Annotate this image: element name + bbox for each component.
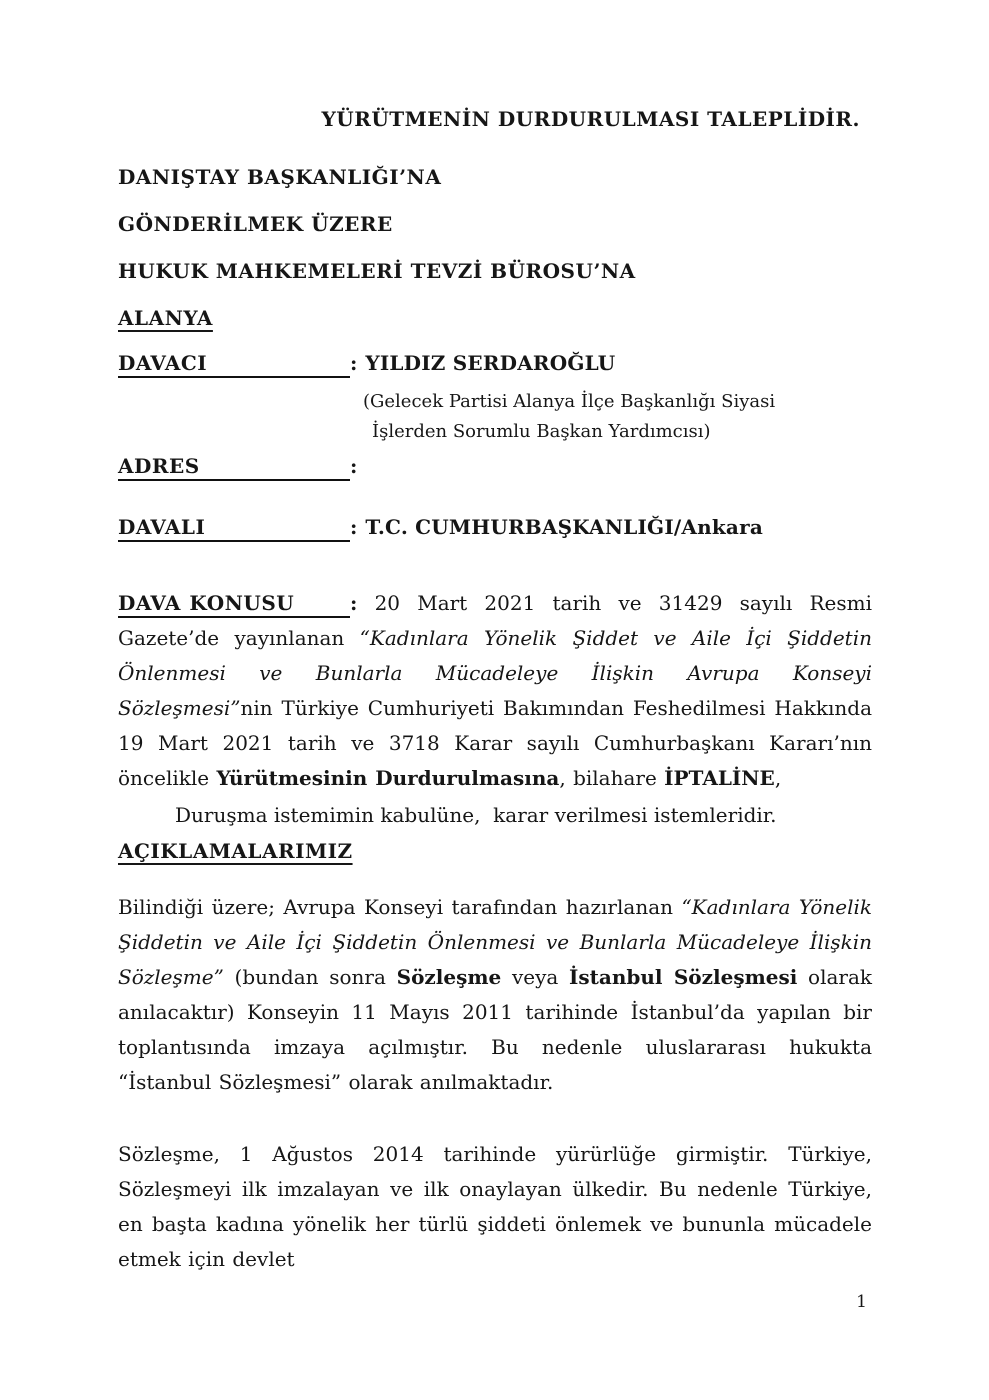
- subject-paragraph: [118, 586, 872, 796]
- urgency-note: YÜRÜTMENİN DURDURULMASI TALEPLİDİR.: [321, 107, 860, 131]
- address-row: [118, 453, 872, 481]
- plaintiff-row: [118, 350, 872, 378]
- subject-run-decision: nin Türkiye Cumhuriyeti Bakımından Feshedilmesi Hakkında 19 Mart 2021 tarih ve 3718 Karar sayılı Cumhurbaşkanı Kararı’nın öncelikle: [118, 696, 872, 790]
- address-colon: :: [350, 454, 358, 478]
- document-content: [118, 106, 872, 1277]
- subject-run-trailing-comma: ,: [774, 766, 782, 790]
- explanations-paragraph-1: [118, 890, 872, 1100]
- explanations-heading-text: AÇIKLAMALARIMIZ: [118, 839, 353, 863]
- subject-run-date: 20 Mart 2021 tarih ve 31429 sayılı Resmi Gazete’de yayınlanan: [118, 591, 872, 650]
- subject-label: DAVA KONUSU: [118, 591, 350, 618]
- defendant-value: T.C. CUMHURBAŞKANLIĞI/Ankara: [365, 515, 763, 539]
- subject-run-annulment: İPTALİNE: [664, 766, 775, 790]
- p1-run-istanbul-sozlesmesi: İstanbul Sözleşmesi: [569, 965, 798, 989]
- city-line: [118, 305, 872, 331]
- defendant-label: DAVALI: [118, 515, 350, 542]
- explanations-heading: [118, 834, 872, 869]
- recipient-line-3: HUKUK MAHKEMELERİ TEVZİ BÜROSU’NA: [118, 259, 636, 283]
- p1-run-intro: Bilindiği üzere; Avrupa Konseyi tarafından hazırlanan: [118, 895, 682, 919]
- defendant-row: [118, 514, 872, 542]
- subject-run-convention-title: “Kadınlara Yönelik Şiddet ve Aile İçi Şiddetin Önlenmesi ve Bunlarla Mücadeleye İlişkin Avrupa Konseyi Sözleşmesi”: [118, 626, 872, 720]
- plaintiff-note-line-1: (Gelecek Partisi Alanya İlçe Başkanlığı Siyasi: [363, 391, 776, 412]
- recipient-line-2: GÖNDERİLMEK ÜZERE: [118, 212, 393, 236]
- plaintiff-note-line-2: İşlerden Sorumlu Başkan Yardımcısı): [372, 421, 711, 442]
- hearing-request-line: Duruşma istemimin kabulüne, karar verilmesi istemleridir.: [175, 803, 777, 827]
- explanations-paragraph-2: Sözleşme, 1 Ağustos 2014 tarihinde yürürlüğe girmiştir. Türkiye, Sözleşmeyi ilk imzalayan ve ilk onaylayan ülkedir. Bu nedenle Türkiye, en başta kadına yönelik her türlü şiddeti önlemek ve bununla mücadele etmek için devlet: [118, 1142, 872, 1271]
- p1-run-parenthetical-open: (bundan sonra: [223, 965, 397, 989]
- subject-run-connector: , bilahare: [559, 766, 665, 790]
- p1-run-sozlesme: Sözleşme: [396, 965, 502, 989]
- defendant-colon: :: [350, 515, 358, 539]
- page-number: 1: [856, 1292, 867, 1312]
- subject-colon: :: [350, 591, 358, 615]
- city-label: ALANYA: [118, 306, 213, 330]
- plaintiff-value: YILDIZ SERDAROĞLU: [365, 351, 616, 375]
- p1-run-veya: veya: [501, 965, 570, 989]
- plaintiff-label: DAVACI: [118, 351, 350, 378]
- address-label: ADRES: [118, 454, 350, 481]
- plaintiff-colon: :: [350, 351, 358, 375]
- recipient-line-1: DANIŞTAY BAŞKANLIĞI’NA: [118, 165, 442, 189]
- p1-run-convention-title: “Kadınlara Yönelik Şiddetin ve Aile İçi Şiddetin Önlenmesi ve Bunlarla Mücadeleye İlişkin Sözleşme”: [118, 895, 873, 989]
- subject-run-stay-request: Yürütmesinin Durdurulmasına: [216, 766, 560, 790]
- p1-run-rest: olarak anılacaktır) Konseyin 11 Mayıs 2011 tarihinde İstanbul’da yapılan bir toplantısında imzaya açılmıştır. Bu nedenle uluslararası hukukta “İstanbul Sözleşmesi” olarak anılmaktadır.: [118, 965, 873, 1094]
